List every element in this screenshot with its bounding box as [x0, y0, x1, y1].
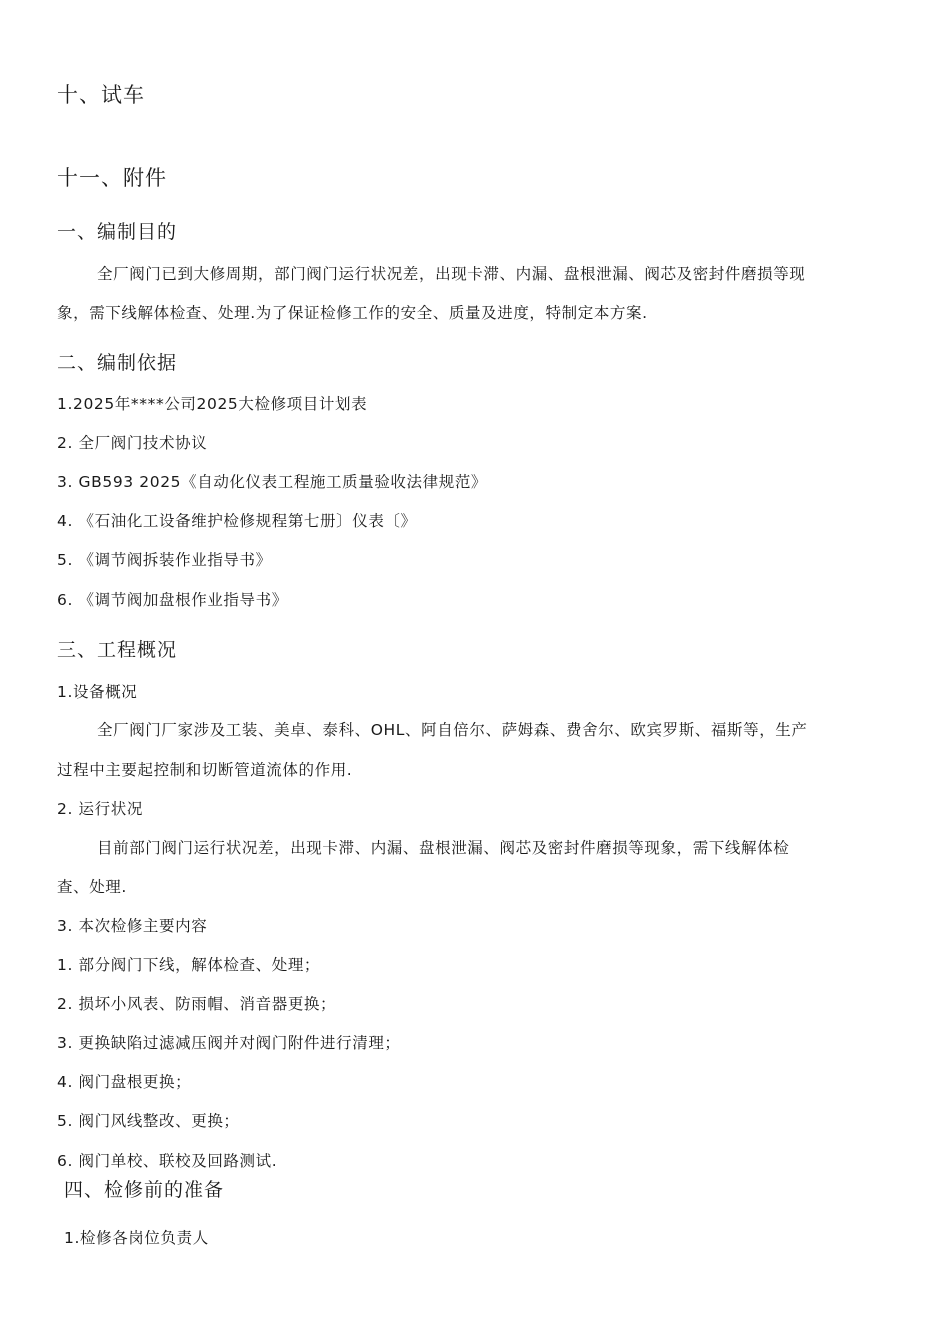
purpose-paragraph-line-1: 全厂阀门已到大修周期，部门阀门运行状况差，出现卡滞、内漏、盘根泄漏、阀芯及密封件磨损等现 — [97, 265, 806, 283]
status-paragraph-line-1: 目前部门阀门运行状况差，出现卡滞、内漏、盘根泄漏、阀芯及密封件磨损等现象，需下线解体检 — [97, 839, 790, 857]
content-item: 3. 更换缺陷过滤减压阀并对阀门附件进行清理； — [57, 1034, 401, 1052]
content-item: 5. 阀门风线整改、更换； — [57, 1112, 240, 1130]
preparation-subtitle-responsible: 1.检修各岗位负责人 — [64, 1229, 209, 1247]
heading-attachments: 十一、附件 — [57, 166, 167, 190]
content-item: 1. 部分阀门下线，解体检查、处理； — [57, 956, 321, 974]
equipment-paragraph-line-1: 全厂阀门厂家涉及工装、美卓、泰科、OHL、阿自倍尔、萨姆森、费舍尔、欧宾罗斯、福斯等，生产 — [97, 721, 808, 739]
overview-subtitle-equipment: 1.设备概况 — [57, 683, 138, 701]
overview-subtitle-status: 2. 运行状况 — [57, 800, 143, 818]
content-item: 6. 阀门单校、联校及回路测试. — [57, 1152, 278, 1170]
basis-item: 5. 《调节阀拆装作业指导书》 — [57, 551, 272, 569]
content-item: 2. 损坏小风表、防雨帽、消音器更换； — [57, 995, 337, 1013]
basis-item: 4. 《石油化工设备维护检修规程第七册〕仪表〔》 — [57, 512, 417, 530]
basis-item: 1.2025年****公司2025大检修项目计划表 — [57, 395, 368, 413]
section-title-purpose: 一、编制目的 — [57, 221, 178, 243]
heading-test-run: 十、试车 — [57, 83, 145, 107]
section-title-basis: 二、编制依据 — [57, 352, 178, 374]
purpose-paragraph-line-2: 象，需下线解体检查、处理.为了保证检修工作的安全、质量及进度，特制定本方案. — [57, 304, 648, 322]
status-paragraph-line-2: 查、处理. — [57, 878, 127, 896]
basis-item: 2. 全厂阀门技术协议 — [57, 434, 208, 452]
basis-item: 3. GB593 2025《自动化仪表工程施工质量验收法律规范》 — [57, 473, 488, 491]
equipment-paragraph-line-2: 过程中主要起控制和切断管道流体的作用. — [57, 761, 353, 779]
section-title-preparation: 四、检修前的准备 — [64, 1179, 225, 1201]
overview-subtitle-content: 3. 本次检修主要内容 — [57, 917, 208, 935]
basis-item: 6. 《调节阀加盘根作业指导书》 — [57, 591, 288, 609]
content-item: 4. 阀门盘根更换； — [57, 1073, 192, 1091]
section-title-overview: 三、工程概况 — [57, 639, 178, 661]
